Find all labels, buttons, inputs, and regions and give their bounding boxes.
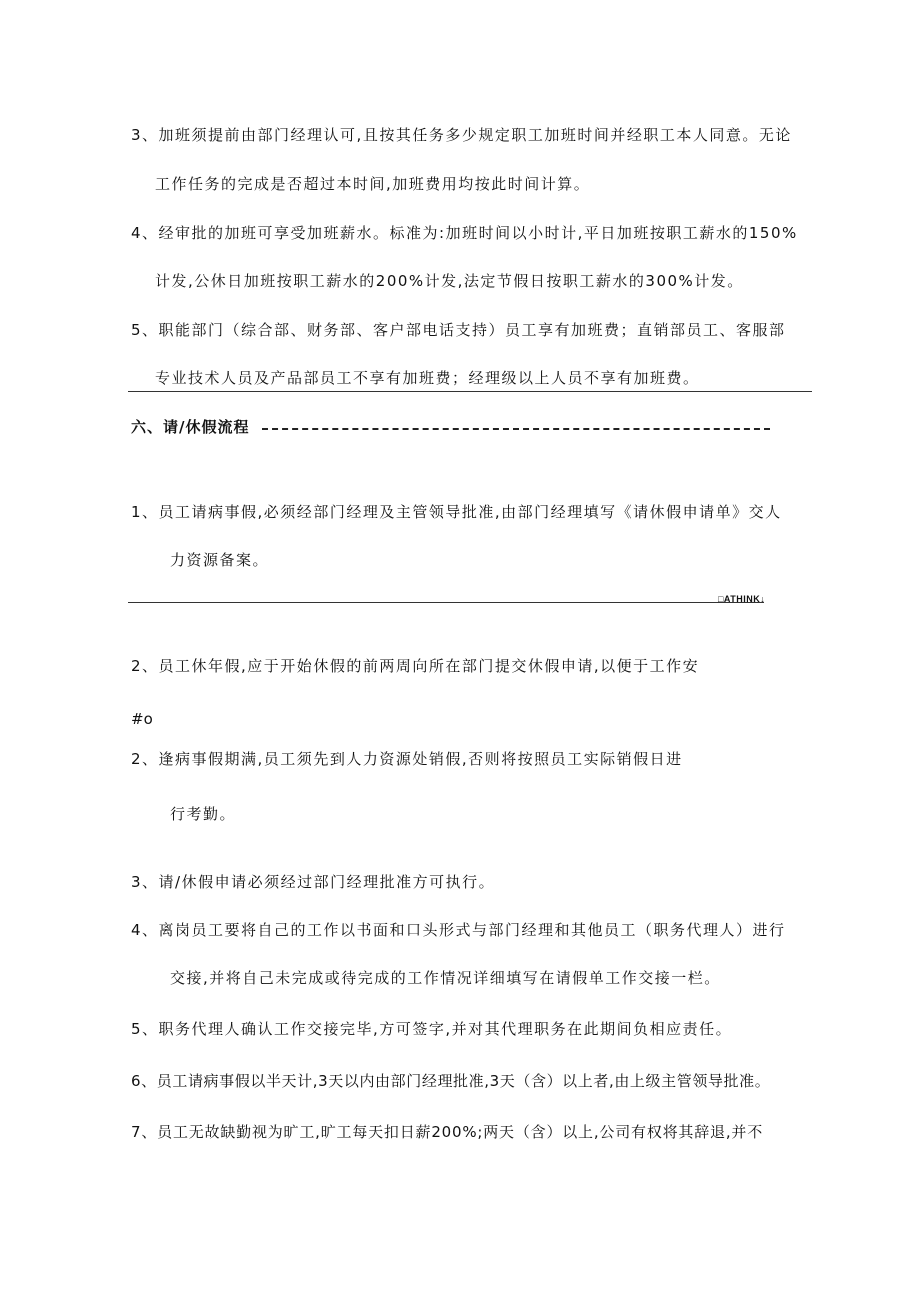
divider bbox=[128, 391, 812, 392]
watermark-label: □ATHINK↓ bbox=[718, 594, 766, 604]
divider bbox=[128, 602, 764, 603]
paragraph-line: 3、加班须提前由部门经理认可,且按其任务多少规定职工加班时间并经职工本人同意。无论 bbox=[131, 126, 792, 144]
paragraph-line: 3、请/休假申请必须经过部门经理批准方可执行。 bbox=[131, 873, 496, 891]
heading-dashed-rule bbox=[262, 428, 770, 430]
paragraph-line: 行考勤。 bbox=[170, 805, 237, 823]
paragraph-line: 5、职务代理人确认工作交接完毕,方可签字,并对其代理职务在此期间负相应责任。 bbox=[131, 1020, 733, 1038]
paragraph-line: 5、职能部门（综合部、财务部、客户部电话支持）员工享有加班费；直销部员工、客服部 bbox=[131, 321, 786, 339]
paragraph-line: 6、员工请病事假以半天计,3天以内由部门经理批准,3天（含）以上者,由上级主管领导批准。 bbox=[131, 1072, 771, 1090]
paragraph-line: 4、离岗员工要将自己的工作以书面和口头形式与部门经理和其他员工（职务代理人）进行 bbox=[131, 921, 786, 939]
paragraph-line: 专业技术人员及产品部员工不享有加班费；经理级以上人员不享有加班费。 bbox=[155, 369, 700, 387]
paragraph-line: 计发,公休日加班按职工薪水的200%计发,法定节假日按职工薪水的300%计发。 bbox=[155, 272, 744, 290]
paragraph-line: 7、员工无故缺勤视为旷工,旷工每天扣日薪200%;两天（含）以上,公司有权将其辞退,并不 bbox=[131, 1123, 763, 1141]
paragraph-line: 4、经审批的加班可享受加班薪水。标准为:加班时间以小时计,平日加班按职工薪水的150% bbox=[131, 224, 798, 242]
paragraph-line: 1、员工请病事假,必须经部门经理及主管领导批准,由部门经理填写《请休假申请单》交人 bbox=[131, 503, 782, 521]
paragraph-line: 力资源备案。 bbox=[170, 551, 270, 569]
paragraph-line: 工作任务的完成是否超过本时间,加班费用均按此时间计算。 bbox=[155, 175, 591, 193]
section-heading: 六、请/休假流程 bbox=[131, 418, 250, 436]
paragraph-line: 交接,并将自己未完成或待完成的工作情况详细填写在请假单工作交接一栏。 bbox=[170, 969, 721, 987]
paragraph-line: 2、员工休年假,应于开始休假的前两周向所在部门提交休假申请,以便于工作安 bbox=[131, 657, 700, 675]
paragraph-line: 2、逢病事假期满,员工须先到人力资源处销假,否则将按照员工实际销假日进 bbox=[131, 750, 683, 768]
paragraph-line: #o bbox=[131, 710, 153, 728]
